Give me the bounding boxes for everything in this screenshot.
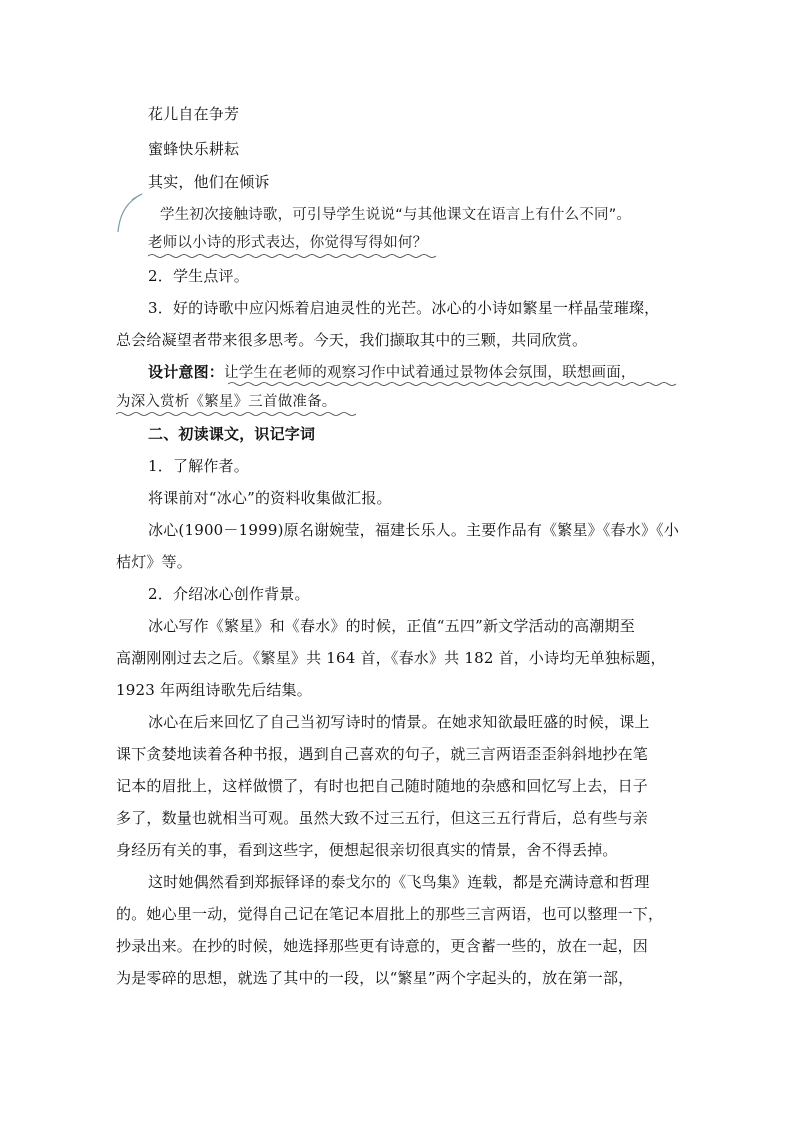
teacher-note-line-2: 老师以小诗的形式表达，你觉得写得如何？ [148,235,428,251]
design-intent-label: 设计意图： [148,363,225,381]
teacher-note-line-1: 学生初次接触诗歌，可引导学生说说“与其他课文在语言上有什么不同”。 [160,207,632,223]
item-2: 2．介绍冰心创作背景。 [148,585,310,603]
poem-line-3: 其实，他们在倾诉 [148,173,270,191]
background-p1-line-2: 高潮刚刚过去之后。《繁星》共 164 首，《春水》共 182 首，小诗均无单独标题， [116,649,666,667]
wavy-underline-2 [228,381,678,387]
design-intent-line-2: 为深入赏析《繁星》三首做准备。 [116,394,337,410]
background-p2-line-3: 记本的眉批上，这样做惯了，有时也把自己随时随地的杂感和回忆写上去，日子 [116,777,649,795]
background-p3-line-3: 抄录出来。在抄的时候，她选择那些更有诗意的，更含蓄一些的，放在一起，因 [116,937,649,955]
design-intent-line-1 [148,362,636,383]
background-p2-line-5: 身经历有关的事，看到这些字，便想起很亲切很真实的情景，舍不得丢掉。 [116,841,618,859]
background-p3-line-4: 为是零碎的思想，就选了其中的一段，以“繁星”两个字起头的，放在第一部， [116,969,634,987]
bio-line-1: 冰心(1900－1999)原名谢婉莹，福建长乐人。主要作品有《繁星》《春水》《小 [148,521,680,539]
step-3-line-2: 总会给凝望者带来很多思考。今天，我们撷取其中的三颗，共同欣赏。 [116,331,588,349]
wavy-underline [148,253,438,259]
background-p3-line-1: 这时她偶然看到郑振铎译的泰戈尔的《飞鸟集》连载，都是充满诗意和哲理 [148,873,650,891]
wavy-underline-3 [116,411,356,417]
poem-line-2: 蜜蜂快乐耕耘 [148,140,240,158]
section-2-title: 二、初读课文，识记字词 [148,425,316,443]
poem-line-1: 花儿自在争芳 [148,105,240,123]
background-p3-line-2: 的。她心里一动，觉得自己记在笔记本眉批上的那些三言两语，也可以整理一下， [116,905,664,923]
background-p2-line-2: 课下贪婪地读着各种书报，遇到自己喜欢的句子，就三言两语歪歪斜斜地抄在笔 [116,745,649,763]
design-intent-text-1: 让学生在老师的观察习作中试着通过景物体会氛围，联想画面， [224,365,636,381]
item-1-desc: 将课前对“冰心”的资料收集做汇报。 [148,489,392,507]
background-p2-line-1: 冰心在后来回忆了自己当初写诗时的情景。在她求知欲最旺盛的时候，课上 [148,713,650,731]
background-p1-line-3: 1923 年两组诗歌先后结集。 [116,681,312,699]
margin-bracket-mark [112,188,152,238]
background-p1-line-1: 冰心写作《繁星》和《春水》的时候，正值“五四”新文学活动的高潮期至 [148,617,635,635]
step-2: 2．学生点评。 [148,267,249,285]
bio-line-2: 桔灯》等。 [116,553,193,571]
item-1: 1．了解作者。 [148,457,249,475]
step-3-line-1: 3．好的诗歌中应闪烁着启迪灵性的光芒。冰心的小诗如繁星一样晶莹璀璨， [148,299,660,317]
background-p2-line-4: 多了，数量也就相当可观。虽然大致不过三五行，但这三五行背后，总有些与亲 [116,809,649,827]
